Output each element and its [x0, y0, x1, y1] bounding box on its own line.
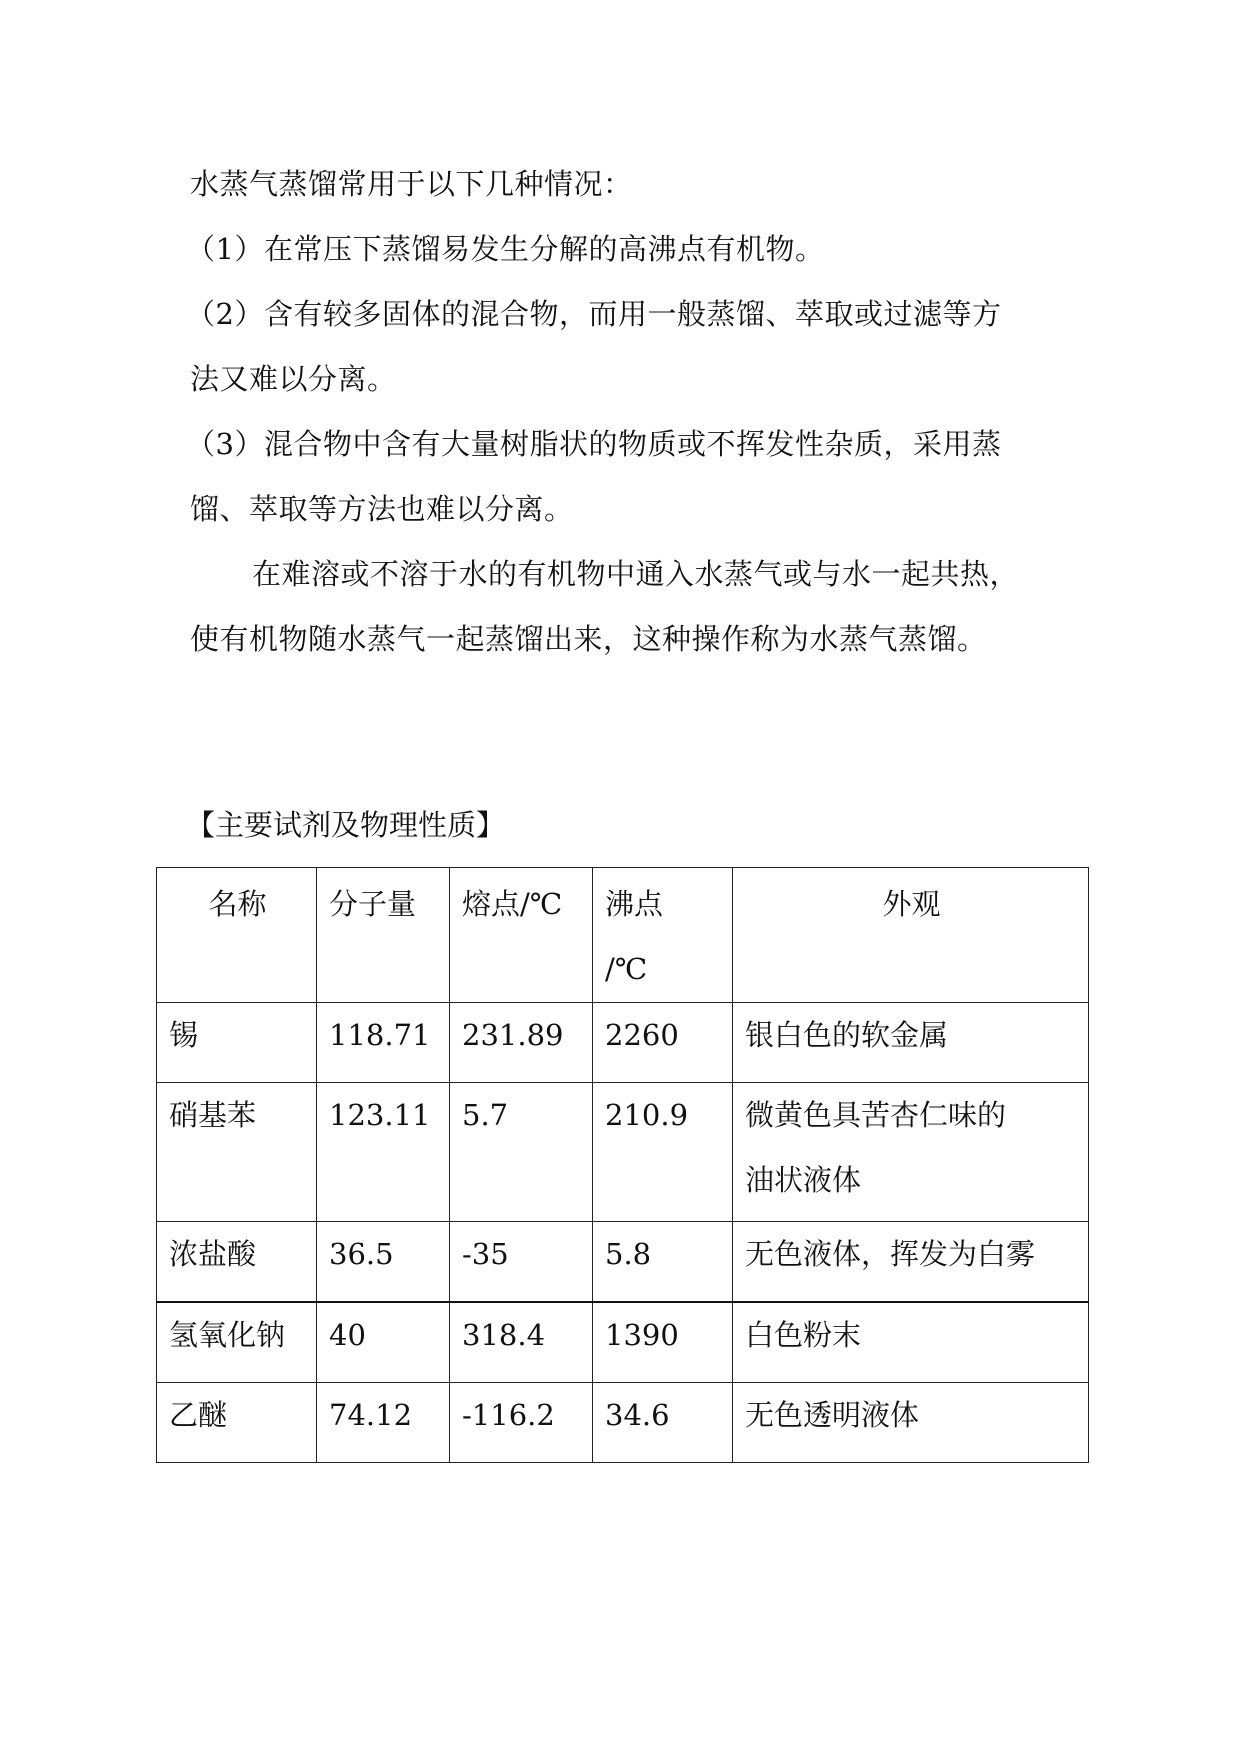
cell-bp: 2260 [593, 1003, 733, 1083]
cell-mw: 40 [317, 1302, 450, 1383]
cell-name: 氢氧化钠 [157, 1302, 317, 1383]
cell-mw: 118.71 [317, 1003, 450, 1083]
cell-appearance-line2: 油状液体 [745, 1163, 862, 1197]
header-melting-point: 熔点/℃ [450, 868, 593, 1003]
cell-bp: 5.8 [593, 1222, 733, 1303]
cell-appearance: 白色粉末 [733, 1302, 1089, 1383]
header-boiling-point-line1: 沸点 [605, 887, 664, 921]
cell-name: 浓盐酸 [157, 1222, 317, 1303]
cell-mp: 318.4 [450, 1302, 593, 1383]
case-2-line2: 法又难以分离。 [190, 362, 397, 396]
table-row [157, 1302, 1089, 1383]
cell-appearance: 银白色的软金属 [733, 1003, 1089, 1083]
case-3-line2: 馏、萃取等方法也难以分离。 [190, 492, 574, 526]
table-header-row [157, 868, 1089, 1003]
intro-lead: 水蒸气蒸馏常用于以下几种情况： [190, 167, 633, 201]
case-3-line1: （3）混合物中含有大量树脂状的物质或不挥发性杂质，采用蒸 [186, 427, 1002, 461]
cell-name: 锡 [157, 1003, 317, 1083]
reagent-properties-table [156, 867, 1089, 1463]
table-row [157, 1383, 1089, 1463]
section-title: 【主要试剂及物理性质】 [186, 808, 506, 842]
cell-appearance: 无色透明液体 [733, 1383, 1089, 1463]
case-1: （1）在常压下蒸馏易发生分解的高沸点有机物。 [186, 232, 825, 266]
header-appearance: 外观 [733, 868, 1089, 1003]
cell-bp: 34.6 [593, 1383, 733, 1463]
table-row [157, 1222, 1089, 1303]
header-name: 名称 [157, 868, 317, 1003]
cell-mp: -35 [450, 1222, 593, 1303]
cell-mw: 74.12 [317, 1383, 450, 1463]
cell-bp: 210.9 [593, 1083, 733, 1222]
case-2-line1: （2）含有较多固体的混合物，而用一般蒸馏、萃取或过滤等方 [186, 297, 1002, 331]
header-boiling-point-line2: /℃ [605, 952, 648, 986]
cell-mp: -116.2 [450, 1383, 593, 1463]
cell-appearance-line1: 微黄色具苦杏仁味的 [745, 1098, 1007, 1132]
definition-line1: 在难溶或不溶于水的有机物中通入水蒸气或与水一起共热， [252, 557, 1020, 591]
header-boiling-point [593, 868, 733, 1003]
intro-text [186, 152, 1070, 672]
cell-mp: 5.7 [450, 1083, 593, 1222]
cell-mw: 123.11 [317, 1083, 450, 1222]
header-molecular-weight: 分子量 [317, 868, 450, 1003]
definition-line2: 使有机物随水蒸气一起蒸馏出来，这种操作称为水蒸气蒸馏。 [190, 622, 987, 656]
cell-appearance [733, 1083, 1089, 1222]
cell-bp: 1390 [593, 1302, 733, 1383]
cell-name: 乙醚 [157, 1383, 317, 1463]
table-row [157, 1003, 1089, 1083]
cell-mw: 36.5 [317, 1222, 450, 1303]
cell-appearance: 无色液体，挥发为白雾 [733, 1222, 1089, 1303]
cell-name: 硝基苯 [157, 1083, 317, 1222]
table-row [157, 1083, 1089, 1222]
cell-mp: 231.89 [450, 1003, 593, 1083]
